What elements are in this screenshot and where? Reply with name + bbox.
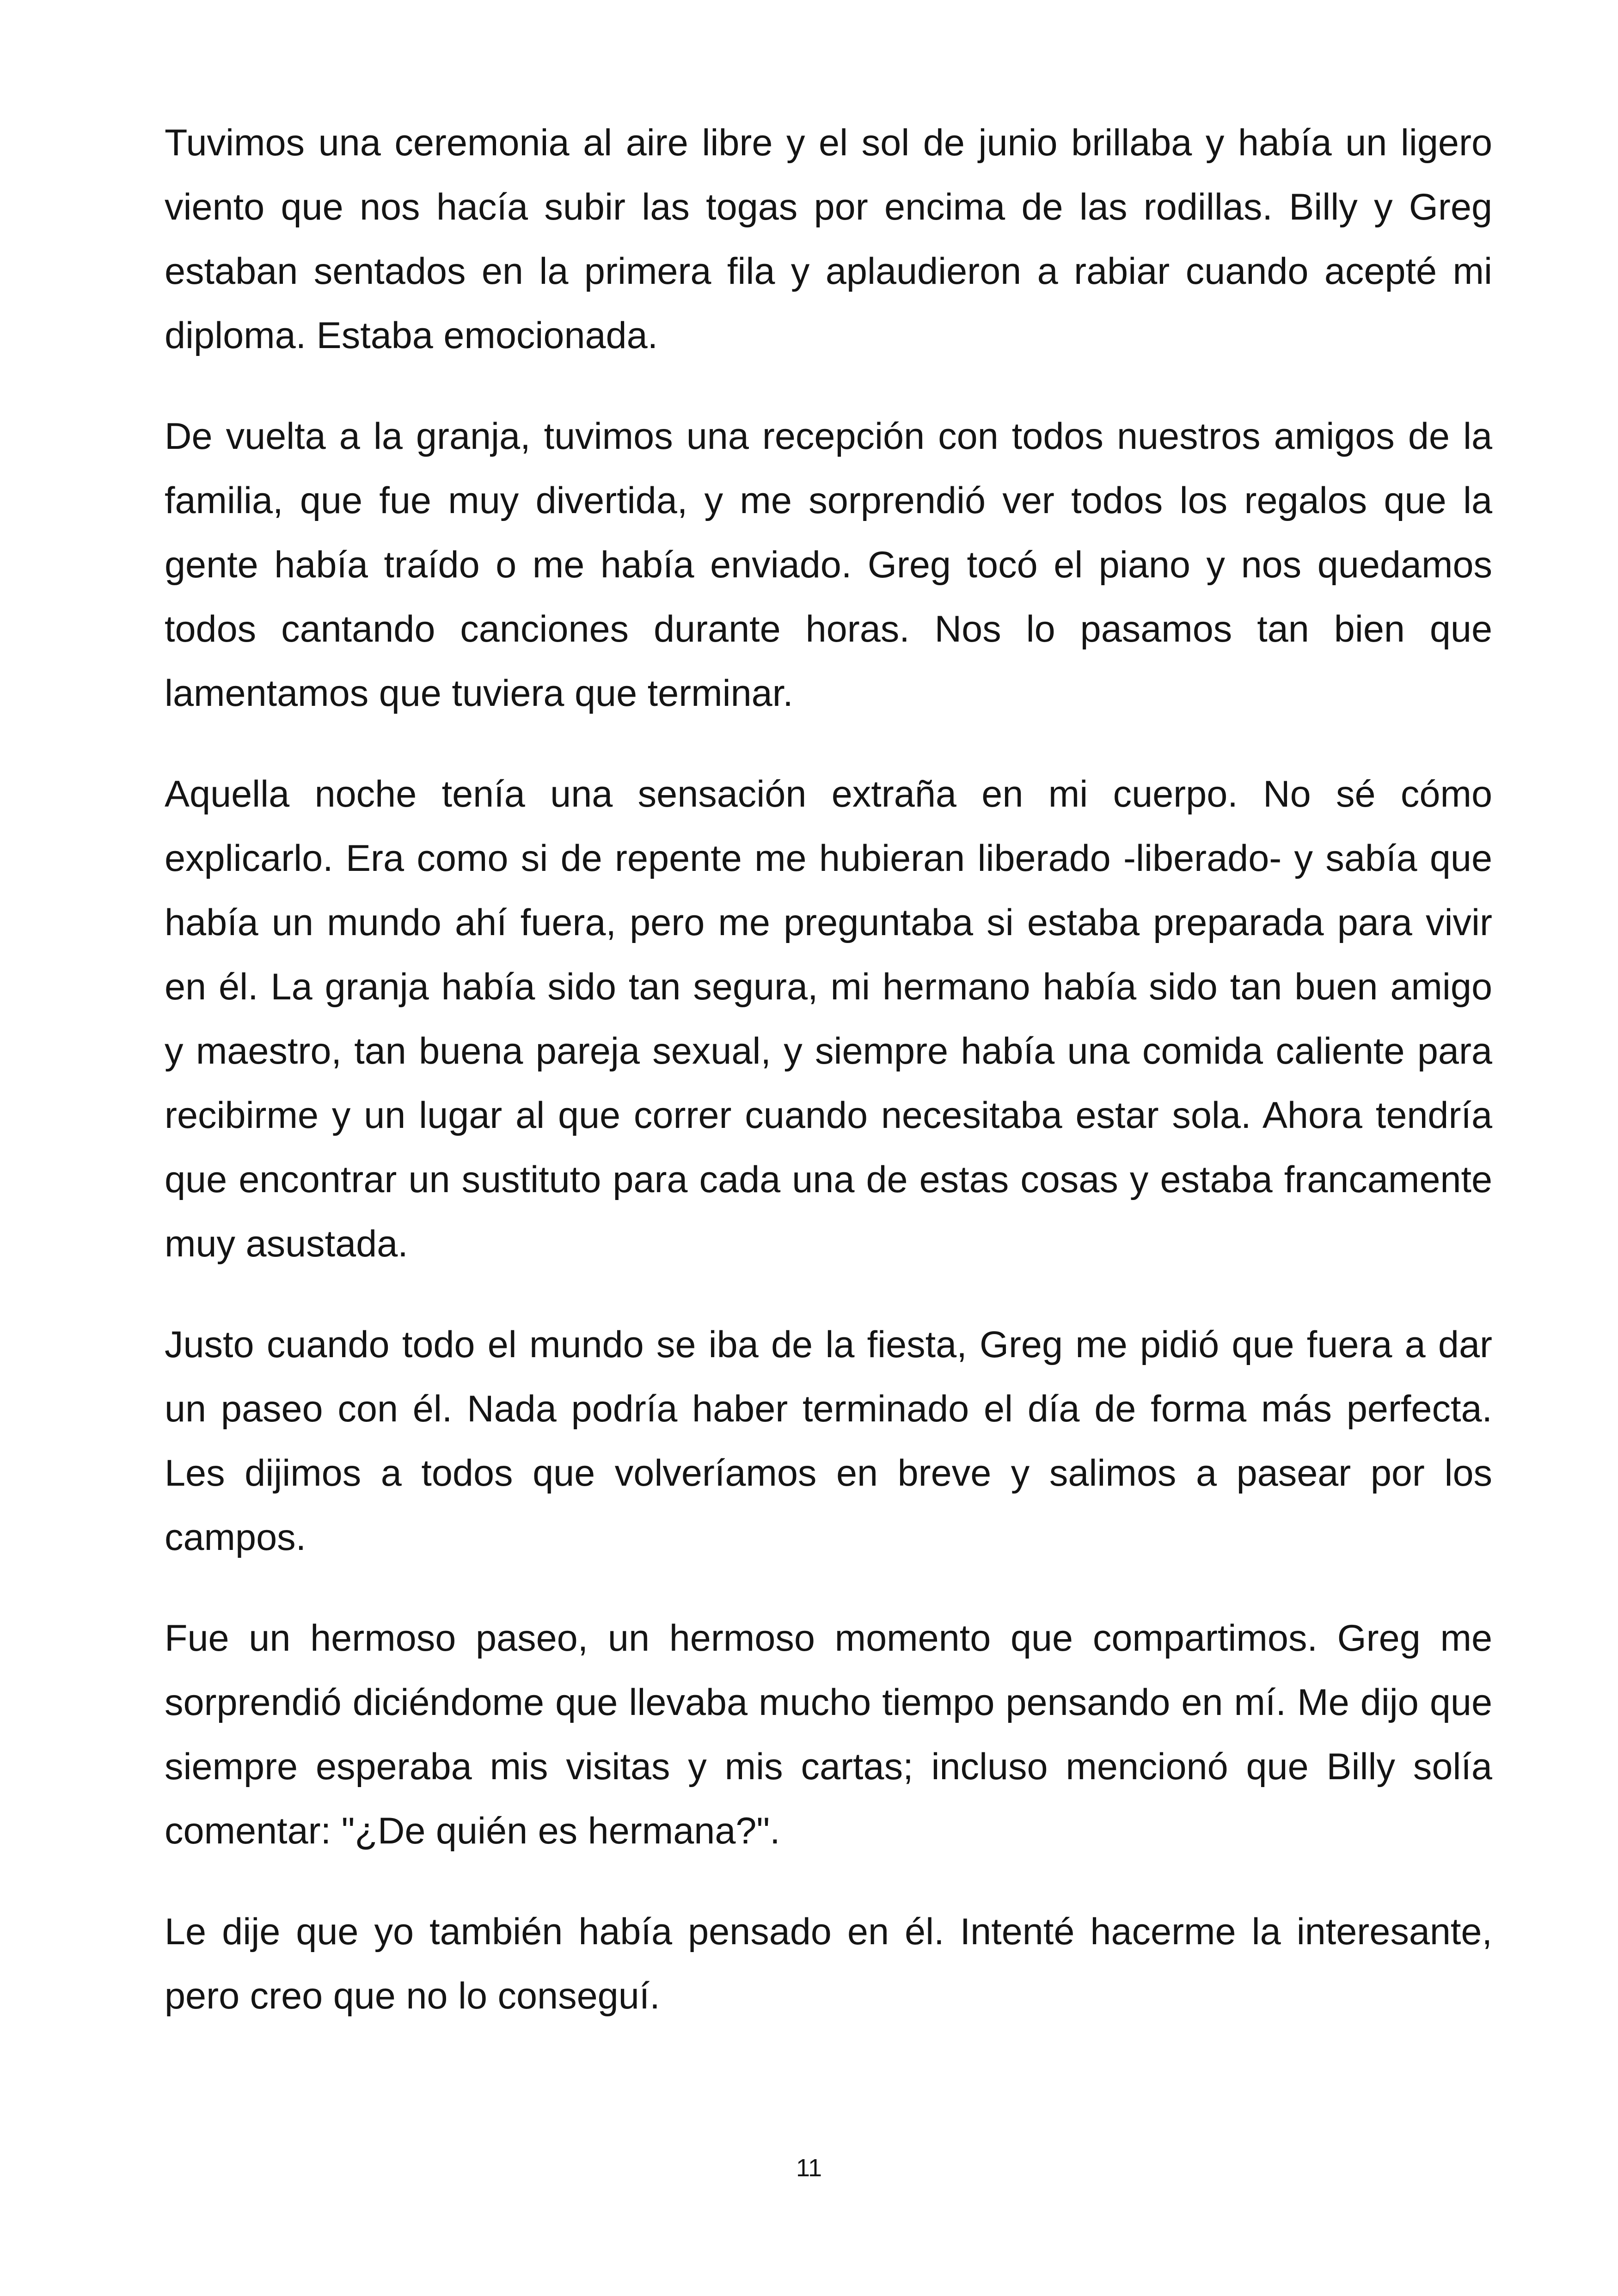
page-number: 11 <box>796 2154 822 2182</box>
paragraph-2: De vuelta a la granja, tuvimos una recepción con todos nuestros amigos de la familia, que fue muy divertida, y me sorprendió ver todos los regalos que la gente había traído o me había enviado. Greg tocó el piano y nos quedamos todos cantando canciones durante horas. Nos lo pasamos tan bien que lamentamos que tuviera que terminar. <box>165 416 1492 714</box>
paragraph-6: Le dije que yo también había pensado en él. Intenté hacerme la interesante, pero creo que no lo conseguí. <box>165 1911 1492 2017</box>
paragraph-4: Justo cuando todo el mundo se iba de la fiesta, Greg me pidió que fuera a dar un paseo con él. Nada podría haber terminado el día de forma más perfecta. Les dijimos a todos que volveríamos en breve y salimos a pasear por los campos. <box>165 1324 1492 1558</box>
paragraph-3: Aquella noche tenía una sensación extraña en mi cuerpo. No sé cómo explicarlo. Era como si de repente me hubieran liberado -liberado- y sabía que había un mundo ahí fuera, pero me preguntaba si estaba preparada para vivir en él. La granja había sido tan segura, mi hermano había sido tan buen amigo y maestro, tan buena pareja sexual, y siempre había una comida caliente para recibirme y un lugar al que correr cuando necesitaba estar sola. Ahora tendría que encontrar un sustituto para cada una de estas cosas y estaba francamente muy asustada. <box>165 773 1492 1265</box>
paragraph-5: Fue un hermoso paseo, un hermoso momento que compartimos. Greg me sorprendió diciéndome que llevaba mucho tiempo pensando en mí. Me dijo que siempre esperaba mis visitas y mis cartas; incluso mencionó que Billy solía comentar: "¿De quién es hermana?". <box>165 1617 1492 1852</box>
paragraph-1: Tuvimos una ceremonia al aire libre y el sol de junio brillaba y había un ligero viento que nos hacía subir las togas por encima de las rodillas. Billy y Greg estaban sentados en la primera fila y aplaudieron a rabiar cuando acepté mi diploma. Estaba emocionada. <box>165 122 1492 356</box>
body-text <box>165 111 1492 2065</box>
